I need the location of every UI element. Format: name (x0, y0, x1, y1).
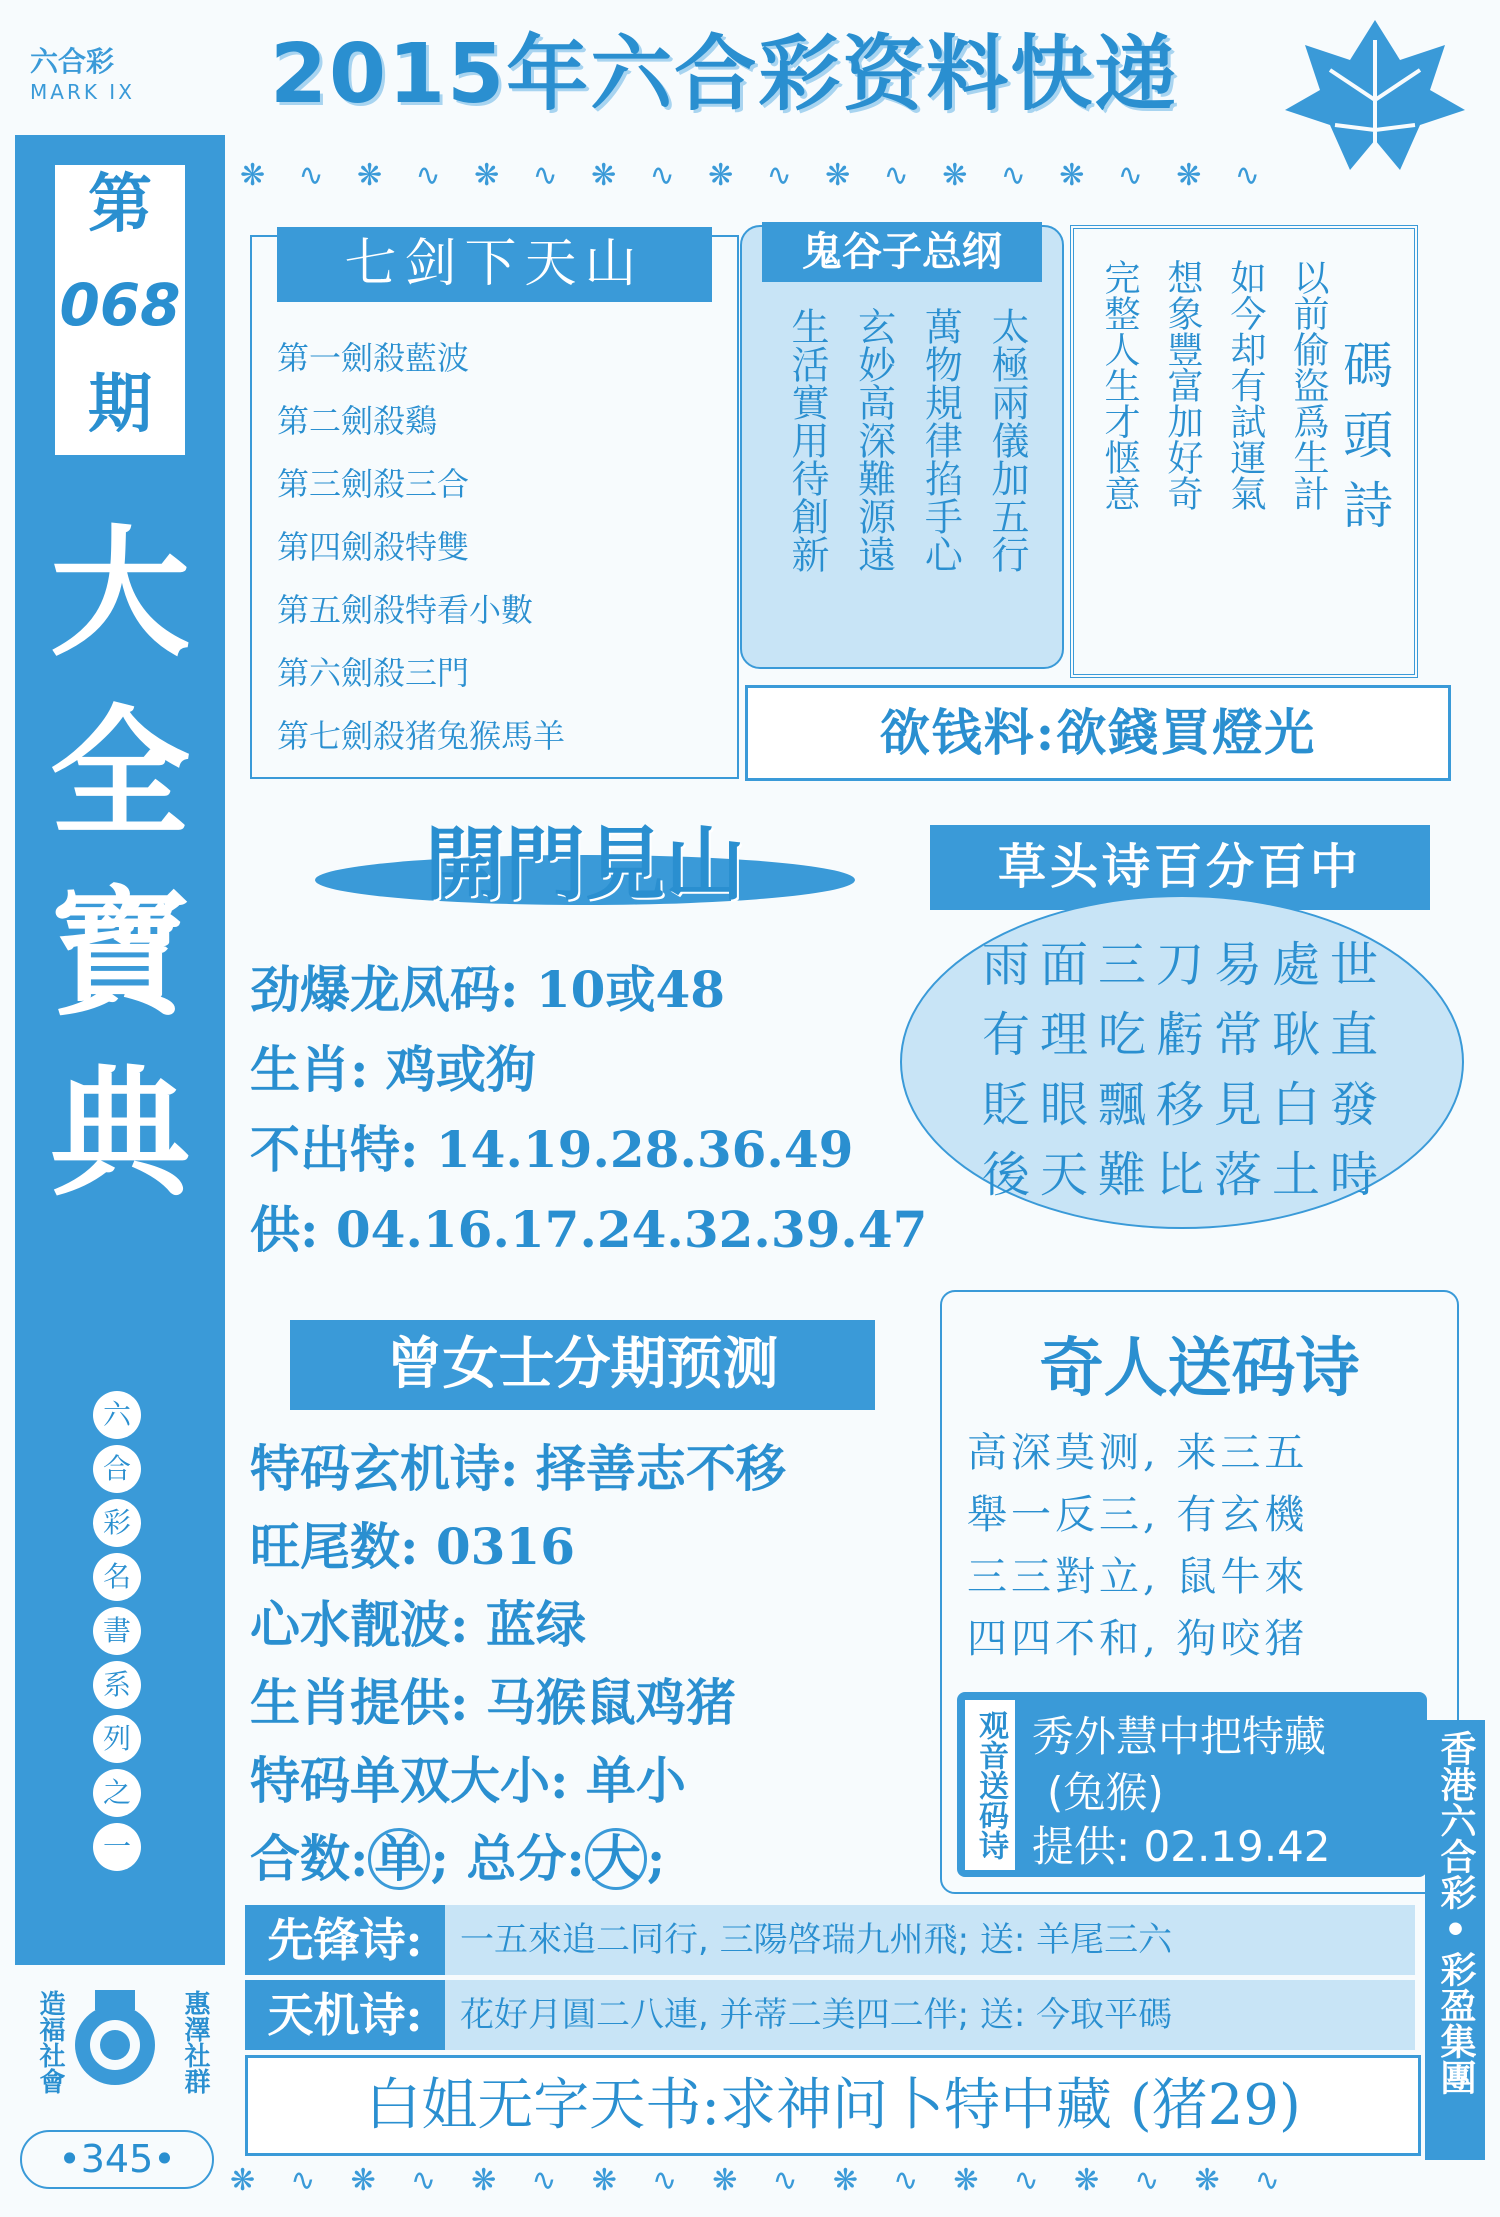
sword-line: 第六劍殺三門 (277, 654, 470, 692)
xianfeng-row (245, 1905, 1415, 1975)
matou-col: 想象豐富加好奇 (1162, 259, 1203, 511)
seven-swords-list (277, 327, 565, 768)
wave-icon: ∿ (415, 157, 441, 193)
zeng-line (250, 1586, 950, 1664)
zeng-value: 0316 (435, 1517, 576, 1576)
matou-col: 以前偷盜爲生計 (1288, 259, 1329, 511)
kaimen-line (250, 1030, 950, 1110)
guanyin-line1: 秀外慧中把特藏 (1032, 1712, 1327, 1761)
tianji-text: 花好月圓二八連, 并蒂二美四二伴; 送: 今取平碼 (460, 1995, 1173, 2035)
kaimen-title: 開門見山 (425, 818, 745, 911)
wave-icon: ∿ (532, 157, 558, 193)
wave-icon: ∿ (1234, 157, 1260, 193)
series-char: 合 (93, 1445, 141, 1493)
kaimen-label: 劲爆龙凤码: (250, 960, 519, 1019)
big-title (35, 505, 205, 1225)
guiguzi-col: 玄妙高深難源遠 (851, 307, 896, 573)
series-char: 彩 (93, 1499, 141, 1547)
qiren-row: 四四不和, 狗咬猪 (967, 1616, 1309, 1662)
series-column (87, 1385, 147, 1877)
logo-top-text: 六合彩 (30, 45, 115, 78)
issue-box (55, 165, 185, 455)
guanyin-line2: (兔猴) (1047, 1768, 1164, 1817)
kaimen-list (250, 950, 950, 1270)
flower-icon: ❋ (942, 157, 968, 193)
flower-icon: ❋ (230, 2162, 256, 2198)
flower-icon: ❋ (1176, 157, 1202, 193)
qiren-row: 三三對立, 鼠牛來 (967, 1554, 1309, 1600)
flower-icon: ❋ (1194, 2162, 1220, 2198)
flower-icon: ❋ (953, 2162, 979, 2198)
caotou-row: 雨面三刀易處世 (981, 937, 1388, 993)
wave-icon: ∿ (772, 2162, 798, 2198)
wave-icon: ∿ (410, 2162, 436, 2198)
wave-icon: ∿ (1000, 157, 1026, 193)
zeng-line (250, 1508, 950, 1586)
wave-icon: ∿ (290, 2162, 316, 2198)
series-char: 六 (93, 1391, 141, 1439)
kaimen-line (250, 1110, 950, 1190)
matou-grid (1094, 259, 1334, 649)
zeng-line (250, 1664, 950, 1742)
issue-label-bottom: 期 (88, 368, 152, 442)
heshu-value: 单 (368, 1828, 430, 1890)
zeng-value: 蓝绿 (485, 1595, 586, 1654)
flower-icon: ❋ (825, 157, 851, 193)
org-right: 惠澤社群 (180, 1990, 210, 2094)
tianji-label: 天机诗: (245, 1980, 445, 2050)
flower-icon: ❋ (591, 157, 617, 193)
wave-icon: ∿ (893, 2162, 919, 2198)
zeng-label: 生肖提供: (250, 1673, 469, 1732)
series-char: 一 (93, 1823, 141, 1871)
seven-swords-box (250, 235, 739, 779)
page-number: •345• (20, 2130, 214, 2189)
page-title: 2015年六合彩资料快递 (270, 27, 1179, 122)
top-decor-row (240, 155, 1260, 195)
flower-icon: ❋ (708, 157, 734, 193)
flower-icon: ❋ (474, 157, 500, 193)
kaimen-label: 供: (250, 1200, 319, 1259)
flower-icon: ❋ (357, 157, 383, 193)
wave-icon: ∿ (1117, 157, 1143, 193)
left-sidebar (15, 135, 225, 1965)
sword-line: 第四劍殺特雙 (277, 528, 470, 566)
caotou-title: 草头诗百分百中 (930, 825, 1430, 910)
emblem-icon (65, 1985, 165, 2095)
bottom-decor-row (230, 2160, 1280, 2200)
zeng-value: 单小 (585, 1751, 686, 1810)
flower-icon: ❋ (350, 2162, 376, 2198)
zeng-line: 合数: 单 ; 总分: 大 ; (250, 1829, 666, 1888)
zeng-label: 心水靓波: (250, 1595, 469, 1654)
guiguzi-box (740, 225, 1064, 669)
kaimen-line (250, 950, 950, 1030)
matou-title: 碼頭詩 (1335, 339, 1393, 549)
guiguzi-col: 太極兩儀加五行 (984, 307, 1029, 573)
flower-icon: ❋ (1059, 157, 1085, 193)
qiren-row: 高深莫测, 来三五 (967, 1430, 1309, 1476)
matou-box (1070, 225, 1418, 678)
zeng-label: 特码玄机诗: (250, 1439, 519, 1498)
leaf-icon (1280, 10, 1470, 180)
series-char: 名 (93, 1553, 141, 1601)
flower-icon: ❋ (832, 2162, 858, 2198)
qiren-box (940, 1290, 1459, 1894)
wave-icon: ∿ (883, 157, 909, 193)
sword-line: 第五劍殺特看小數 (277, 591, 534, 629)
seven-swords-title: 七剑下天山 (277, 227, 712, 302)
zeng-line (250, 1742, 950, 1820)
big-title-char: 大 (49, 513, 190, 676)
wave-icon: ∿ (1134, 2162, 1160, 2198)
flower-icon: ❋ (1073, 2162, 1100, 2198)
guiguzi-title: 鬼谷子总纲 (762, 222, 1042, 282)
caotou-row: 後天難比落土時 (981, 1147, 1388, 1203)
qiren-row: 舉一反三, 有玄機 (967, 1492, 1309, 1538)
kaimen-label: 生肖: (250, 1040, 369, 1099)
wave-icon: ∿ (298, 157, 324, 193)
zeng-label: 特码单双大小: (250, 1751, 569, 1810)
zeng-list (250, 1430, 950, 1898)
right-vertical-banner (1425, 1720, 1485, 2160)
yuqian-box: 欲钱料:欲錢買燈光 (745, 685, 1451, 781)
series-char: 系 (93, 1661, 141, 1709)
xianfeng-label: 先锋诗: (245, 1905, 445, 1975)
big-title-char: 全 (49, 693, 190, 856)
zongfen-value: 大 (585, 1828, 647, 1890)
sword-line: 第二劍殺鷄 (277, 402, 438, 440)
wave-icon: ∿ (1254, 2162, 1280, 2198)
caotou-row: 貶眼飄移見白發 (981, 1077, 1388, 1133)
kaimen-value: 04.16.17.24.32.39.47 (335, 1200, 928, 1259)
sword-line: 第三劍殺三合 (277, 465, 470, 503)
wave-icon: ∿ (651, 2162, 678, 2198)
kaimen-value: 14.19.28.36.49 (435, 1120, 854, 1179)
flower-icon: ❋ (712, 2162, 738, 2198)
guanyin-line3: 提供: 02.19.42 (1032, 1822, 1331, 1871)
guanyin-box (957, 1692, 1427, 1877)
logo (30, 40, 210, 120)
guiguzi-grid (782, 307, 1032, 657)
org-left: 造福社會 (35, 1990, 65, 2094)
xianfeng-text: 一五來追二同行, 三陽啓瑞九州飛; 送: 羊尾三六 (460, 1920, 1173, 1960)
series-char: 書 (93, 1607, 141, 1655)
caotou-row: 有理吃虧常耿直 (981, 1007, 1388, 1063)
kaimen-value: 鸡或狗 (385, 1040, 536, 1099)
zeng-label: 旺尾数: (250, 1517, 419, 1576)
series-char: 之 (93, 1769, 141, 1817)
tianji-row (245, 1980, 1415, 2050)
wave-icon: ∿ (531, 2162, 557, 2198)
logo-bottom-text: MARK IX (30, 80, 135, 104)
sword-line: 第一劍殺藍波 (277, 339, 470, 377)
flower-icon: ❋ (471, 2162, 497, 2198)
right-vertical-text: 香港六合彩•彩盈集團 (1435, 1730, 1476, 2095)
caotou-rows (950, 930, 1420, 1210)
issue-label-top: 第 (88, 168, 152, 242)
guanyin-label: 观音送码诗 (965, 1700, 1015, 1870)
zongfen-label: 总分: (466, 1829, 585, 1888)
matou-col: 如今却有試運氣 (1225, 259, 1266, 511)
wave-icon: ∿ (1013, 2162, 1039, 2198)
qiren-title: 奇人送码诗 (1039, 1332, 1360, 1406)
flower-icon: ❋ (240, 157, 266, 193)
zeng-value: 马猴鼠鸡猪 (485, 1673, 736, 1732)
big-title-char: 典 (49, 1053, 190, 1216)
sword-line: 第七劍殺猪兔猴馬羊 (277, 717, 566, 755)
kaimen-value: 10或48 (535, 960, 726, 1019)
series-char: 列 (93, 1715, 141, 1763)
kaimen-label: 不出特: (250, 1120, 419, 1179)
guiguzi-col: 生活實用待創新 (785, 307, 829, 573)
flower-icon: ❋ (591, 2162, 617, 2198)
big-title-char: 寶 (49, 873, 190, 1036)
heshu-label: 合数: (250, 1829, 369, 1888)
guiguzi-col: 萬物規律掐手心 (918, 307, 963, 573)
zeng-line (250, 1430, 950, 1508)
baijie-box: 白姐无字天书:求神问卜特中藏 (猪29) (245, 2055, 1421, 2156)
qiren-rows (967, 1422, 1437, 1670)
issue-number: 068 (59, 271, 181, 339)
wave-icon: ∿ (766, 157, 792, 193)
kaimen-line (250, 1190, 950, 1270)
zeng-title: 曾女士分期预测 (290, 1320, 875, 1410)
zeng-value: 择善志不移 (535, 1439, 786, 1498)
wave-icon: ∿ (649, 157, 675, 193)
matou-col: 完整人生才惬意 (1099, 259, 1140, 511)
